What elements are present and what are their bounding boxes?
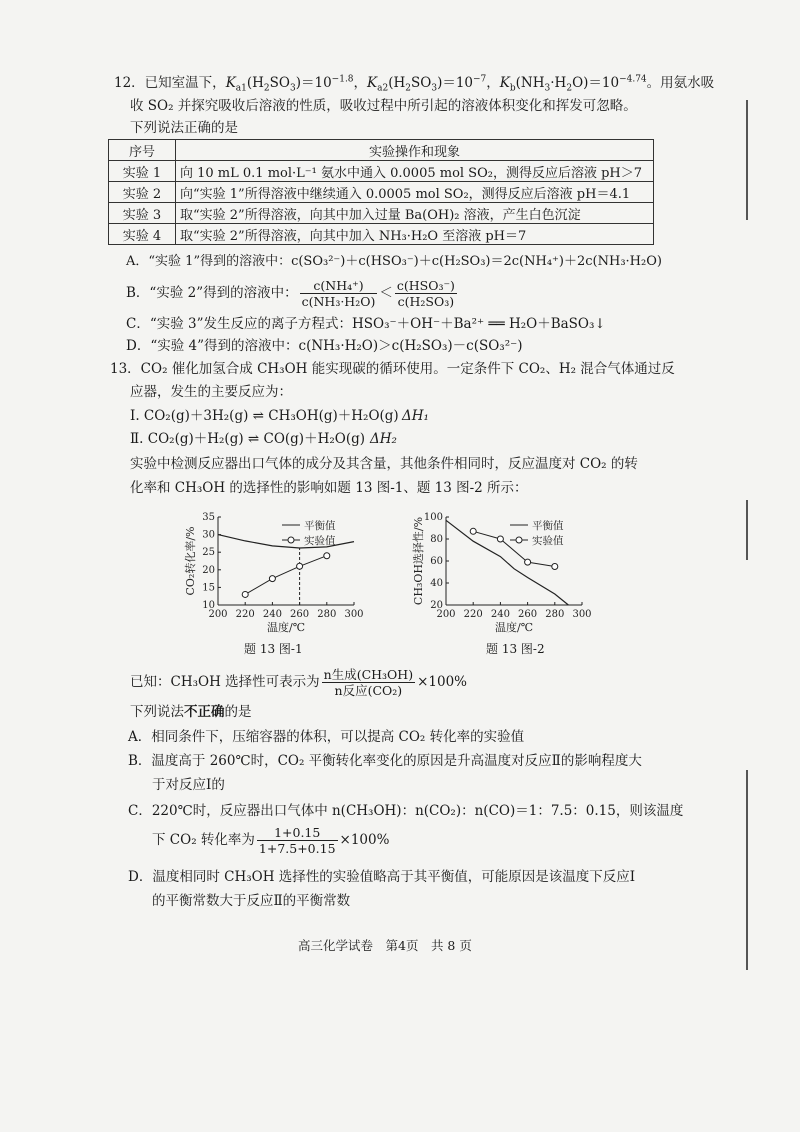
x-tick-label: 220 bbox=[463, 609, 483, 620]
x-tick-label: 240 bbox=[262, 609, 282, 620]
table-cell: 向 10 mL 0.1 mol·L⁻¹ 氨水中通入 0.0005 mol SO₂，测得反应后溶液 pH＞7 bbox=[176, 161, 654, 182]
q13-option-c-suffix: ×100% bbox=[339, 832, 390, 848]
q13-option-c-line1: C．220℃时，反应器出口气体中 n(CH₃OH)：n(CO₂)：n(CO)＝1：7.5：0.15，则该温度 bbox=[128, 803, 684, 819]
x-tick-label: 240 bbox=[490, 609, 510, 620]
y-tick-label: 10 bbox=[202, 600, 215, 611]
x-tick-label: 280 bbox=[545, 609, 565, 620]
q13-known bbox=[130, 665, 467, 699]
chart-ch3oh-selectivity bbox=[398, 505, 598, 655]
q13-option-b-line1: B．温度高于 260℃时，CO₂ 平衡转化率变化的原因是升高温度对反应Ⅱ的影响程度大 bbox=[128, 753, 642, 769]
y-tick-label: 20 bbox=[202, 564, 215, 576]
q12-option-a: A．“实验 1”得到的溶液中：c(SO₃²⁻)＋c(HSO₃⁻)＋c(H₂SO₃)＝2c(NH₄⁺)＋2c(NH₃·H₂O) bbox=[126, 254, 662, 269]
series-experimental-point bbox=[525, 559, 531, 565]
x-tick-label: 200 bbox=[208, 609, 228, 620]
y-tick-label: 20 bbox=[430, 600, 443, 611]
fraction-numerator: c(NH₄⁺) bbox=[300, 278, 378, 294]
q13-ask bbox=[130, 703, 252, 721]
fraction-numerator: 1+0.15 bbox=[257, 825, 338, 841]
table-header-cell: 序号 bbox=[109, 140, 176, 161]
q13-line1: 13．CO₂ 催化加氢合成 CH₃OH 能实现碳的循环使用。一定条件下 CO₂、H₂ 混合气体通过反 bbox=[110, 361, 675, 377]
legend-equilibrium-label: 平衡值 bbox=[304, 520, 336, 532]
less-than: ＜ bbox=[379, 285, 393, 301]
table-row bbox=[109, 161, 654, 182]
q13-option-a: A．相同条件下，压缩容器的体积，可以提高 CO₂ 转化率的实验值 bbox=[128, 729, 525, 745]
q12-option-b bbox=[126, 276, 459, 310]
q13-line4: 化率和 CH₃OH 的选择性的影响如题 13 图-1、题 13 图-2 所示： bbox=[130, 480, 528, 496]
fraction-denominator: 1+7.5+0.15 bbox=[258, 841, 336, 856]
table-cell: 实验 1 bbox=[109, 161, 176, 182]
q13-reaction-1: Ⅰ. CO₂(g)＋3H₂(g) ⇌ CH₃OH(g)＋H₂O(g) bbox=[130, 408, 399, 424]
q13-ask-prefix: 下列说法 bbox=[130, 704, 184, 720]
q13-option-d-line1: D．温度相同时 CH₃OH 选择性的实验值略高于其平衡值，可能原因是该温度下反应Ⅰ bbox=[128, 869, 636, 885]
q13-option-b-line2: 于对反应Ⅰ的 bbox=[152, 777, 225, 793]
series-equilibrium-line bbox=[446, 520, 568, 605]
y-tick-label: 25 bbox=[202, 547, 215, 559]
table-cell: 实验 4 bbox=[109, 224, 176, 245]
fraction-numerator: c(HSO₃⁻) bbox=[396, 278, 455, 293]
binding-edge-mark bbox=[746, 500, 748, 560]
legend-experimental-marker bbox=[516, 537, 522, 543]
q13-option-c-line2 bbox=[152, 822, 389, 858]
y-tick-label: 60 bbox=[430, 556, 443, 567]
x-tick-label: 300 bbox=[344, 609, 364, 620]
q13-line3: 实验中检测反应器出口气体的成分及其含量，其他条件相同时，反应温度对 CO₂ 的转 bbox=[130, 456, 638, 472]
table-row bbox=[109, 224, 654, 245]
table-cell: 向“实验 1”所得溶液中继续通入 0.0005 mol SO₂，测得反应后溶液 pH＝4.1 bbox=[176, 182, 654, 203]
legend-experimental-marker bbox=[288, 537, 294, 543]
table-cell: 取“实验 2”所得溶液，向其中加入过量 Ba(OH)₂ 溶液，产生白色沉淀 bbox=[176, 203, 654, 224]
q13-ask-emphasis: 不正确 bbox=[184, 704, 225, 720]
chart-co2-conversion bbox=[168, 505, 364, 655]
series-experimental-line bbox=[245, 556, 327, 595]
series-experimental-point bbox=[269, 576, 275, 582]
x-tick-label: 220 bbox=[235, 609, 255, 620]
q13-ask-suffix: 的是 bbox=[224, 704, 252, 720]
fraction bbox=[395, 278, 457, 309]
q13-reaction-2-enthalpy: ΔH₂ bbox=[370, 431, 397, 447]
fraction-denominator: c(NH₃·H₂O) bbox=[301, 294, 376, 309]
table-header-cell: 实验操作和现象 bbox=[176, 140, 654, 161]
table-row bbox=[109, 182, 654, 203]
q12-option-c: C．“实验 3”发生反应的离子方程式：HSO₃⁻＋OH⁻＋Ba²⁺ ══ H₂O＋BaSO₃↓ bbox=[126, 316, 606, 332]
q12-option-b-prefix: B．“实验 2”得到的溶液中： bbox=[126, 285, 298, 301]
fraction bbox=[257, 825, 338, 856]
q13-option-d-line2: 的平衡常数大于反应Ⅱ的平衡常数 bbox=[152, 893, 351, 909]
series-experimental-point bbox=[297, 563, 303, 569]
q12-option-d: D．“实验 4”得到的溶液中：c(NH₃·H₂O)＞c(H₂SO₃)－c(SO₃²⁻) bbox=[126, 338, 523, 354]
y-axis-label: CO₂转化率/% bbox=[184, 526, 197, 596]
experiment-table bbox=[108, 139, 654, 245]
y-tick-label: 15 bbox=[202, 582, 215, 594]
x-axis-label: 温度/℃ bbox=[266, 621, 306, 634]
y-tick-label: 40 bbox=[430, 578, 443, 589]
x-tick-label: 300 bbox=[572, 609, 592, 620]
x-tick-label: 200 bbox=[436, 609, 456, 620]
q13-reaction-2: Ⅱ. CO₂(g)＋H₂(g) ⇌ CO(g)＋H₂O(g) bbox=[130, 431, 365, 447]
table-cell: 实验 2 bbox=[109, 182, 176, 203]
chart-1-caption: 题 13 图-1 bbox=[244, 642, 303, 656]
series-experimental-point bbox=[552, 564, 558, 570]
series-experimental-point bbox=[324, 553, 330, 559]
y-tick-label: 35 bbox=[202, 512, 215, 523]
q13-option-c-prefix: 下 CO₂ 转化率为 bbox=[152, 832, 255, 848]
q12-line1: 12．已知室温下，$K_{a1}(H_2SO_3)=10^{-1.8}$，$K_{a2}(H_2SO_3)=10^{-7}$，$K_b(NH_3\cdot H_2O)=10^{-4.74}$。用氨水吸 bbox=[114, 74, 715, 94]
fraction-numerator: n生成(CH₃OH) bbox=[323, 667, 414, 682]
series-experimental-point bbox=[497, 536, 503, 542]
legend-experimental-label: 实验值 bbox=[532, 535, 564, 547]
table-cell: 取“实验 2”所得溶液，向其中加入 NH₃·H₂O 至溶液 pH＝7 bbox=[176, 224, 654, 245]
fraction-denominator: c(H₂SO₃) bbox=[397, 294, 455, 309]
fraction bbox=[300, 278, 378, 309]
x-tick-label: 260 bbox=[518, 609, 538, 620]
x-tick-label: 260 bbox=[290, 609, 310, 620]
y-tick-label: 80 bbox=[430, 534, 443, 545]
q13-reaction-1-enthalpy: ΔH₁ bbox=[402, 408, 429, 424]
y-tick-label: 30 bbox=[202, 529, 215, 541]
q13-known-suffix: ×100% bbox=[417, 674, 468, 690]
page-footer: 高三化学试卷 第4页 共 8 页 bbox=[298, 938, 472, 953]
x-axis-label: 温度/℃ bbox=[494, 621, 534, 634]
series-experimental-point bbox=[470, 528, 476, 534]
fraction-denominator: n反应(CO₂) bbox=[334, 683, 403, 698]
binding-edge-mark bbox=[746, 770, 748, 970]
legend-equilibrium-label: 平衡值 bbox=[532, 520, 564, 532]
y-axis-label: CH₃OH选择性/% bbox=[412, 516, 425, 606]
legend-experimental-label: 实验值 bbox=[304, 535, 336, 547]
y-tick-label: 100 bbox=[423, 512, 443, 523]
q12-line2: 收 SO₂ 并探究吸收后溶液的性质，吸收过程中所引起的溶液体积变化和挥发可忽略。 bbox=[130, 98, 637, 114]
series-experimental-point bbox=[242, 591, 248, 597]
q13-known-prefix: 已知：CH₃OH 选择性可表示为 bbox=[130, 674, 320, 690]
table-cell: 实验 3 bbox=[109, 203, 176, 224]
q13-line2: 应器，发生的主要反应为： bbox=[130, 384, 292, 400]
table-row bbox=[109, 203, 654, 224]
binding-edge-mark bbox=[746, 100, 748, 220]
x-tick-label: 280 bbox=[317, 609, 337, 620]
table-header-row bbox=[109, 140, 654, 161]
q12-line3: 下列说法正确的是 bbox=[130, 120, 238, 136]
fraction bbox=[322, 667, 415, 698]
chart-2-caption: 题 13 图-2 bbox=[486, 642, 545, 656]
